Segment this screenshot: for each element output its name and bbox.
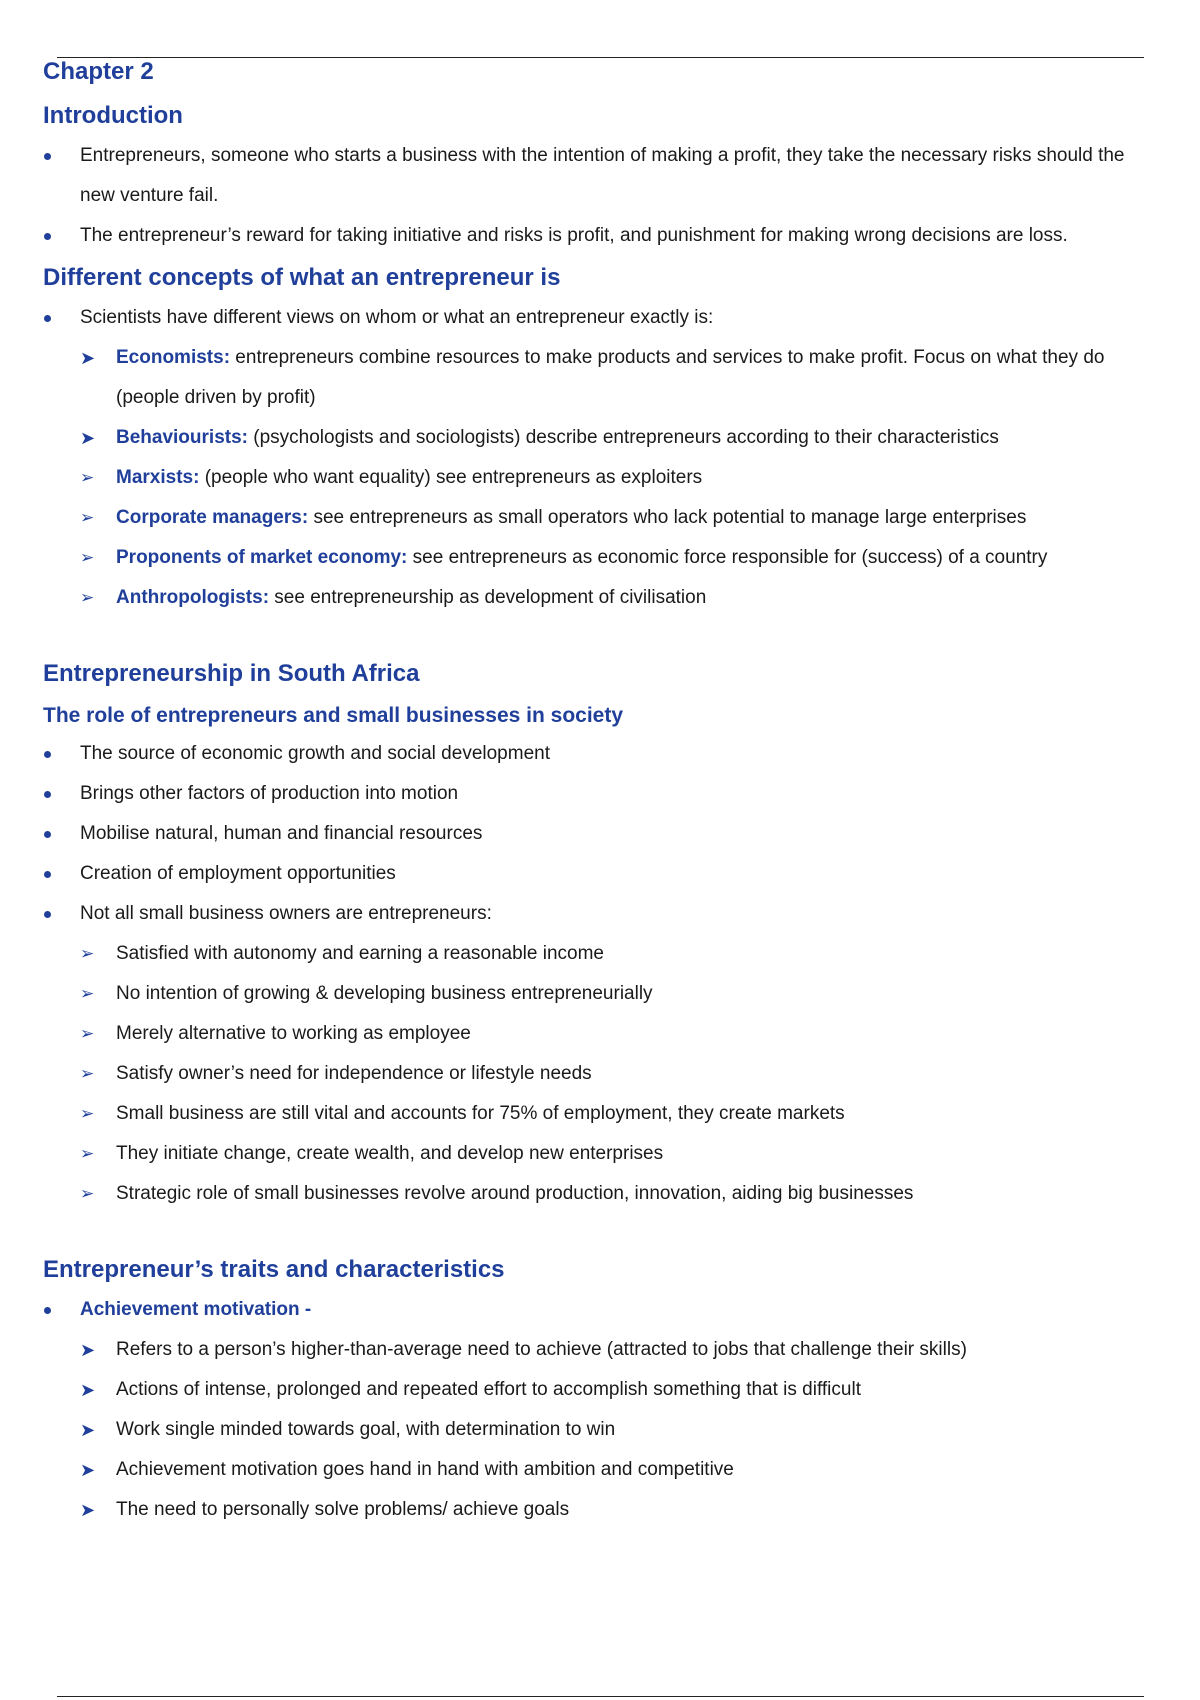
concept-item: ➢ Corporate managers: see entrepreneurs as small operators who lack potential to manage large enterprises <box>43 498 1153 538</box>
sa-list <box>43 734 1153 1214</box>
concept-item: ➤ Economists: entrepreneurs combine resources to make products and services to make profit. Focus on what they do (people driven by profit) <box>43 338 1153 418</box>
concepts-list <box>43 298 1153 618</box>
arrow-bullet-icon: ➢ <box>80 548 95 567</box>
arrow-bullet-icon: ➢ <box>80 944 95 963</box>
sa-subitem: ➢ They initiate change, create wealth, and develop new enterprises <box>43 1134 1153 1174</box>
arrow-bullet-icon: ➢ <box>80 1024 95 1043</box>
arrow-bullet-icon: ➢ <box>80 508 95 527</box>
arrow-bullet-icon: ➢ <box>80 1104 95 1123</box>
concept-item: ➢ Anthropologists: see entrepreneurship as development of civilisation <box>43 578 1153 618</box>
sa-bullet: Mobilise natural, human and financial resources <box>43 814 1153 854</box>
concept-item: ➢ Marxists: (people who want equality) see entrepreneurs as exploiters <box>43 458 1153 498</box>
sa-bullet: Not all small business owners are entrepreneurs: <box>43 894 1153 934</box>
intro-bullet-1: Entrepreneurs, someone who starts a business with the intention of making a profit, they take the necessary risks should the new venture fail. <box>43 136 1153 216</box>
arrow-bullet-icon: ➢ <box>80 984 95 1003</box>
intro-list <box>43 136 1153 256</box>
sa-subitem: ➢ Strategic role of small businesses revolve around production, innovation, aiding big businesses <box>43 1174 1153 1214</box>
arrow-bullet-icon: ➢ <box>80 468 95 487</box>
arrow-bullet-icon: ➤ <box>80 1500 96 1520</box>
sa-subitem: ➢ Satisfied with autonomy and earning a reasonable income <box>43 934 1153 974</box>
arrow-bullet-icon: ➤ <box>80 1460 96 1480</box>
sa-subitem: ➢ Satisfy owner’s need for independence or lifestyle needs <box>43 1054 1153 1094</box>
heading-south-africa: Entrepreneurship in South Africa <box>43 660 420 687</box>
heading-introduction: Introduction <box>43 102 183 129</box>
arrow-bullet-icon: ➢ <box>80 1064 95 1083</box>
arrow-bullet-icon: ➢ <box>80 588 95 607</box>
sa-bullet: Brings other factors of production into motion <box>43 774 1153 814</box>
traits-list <box>43 1290 1153 1530</box>
sa-subitem: ➢ Merely alternative to working as employee <box>43 1014 1153 1054</box>
subheading-role: The role of entrepreneurs and small businesses in society <box>43 704 624 727</box>
arrow-bullet-icon: ➤ <box>80 428 96 448</box>
concepts-bullet: Scientists have different views on whom or what an entrepreneur exactly is: <box>43 298 1153 338</box>
trait-item: ➤ Actions of intense, prolonged and repeated effort to accomplish something that is difficult <box>43 1370 1153 1410</box>
trait-item: ➤ Refers to a person’s higher-than-average need to achieve (attracted to jobs that challenge their skills) <box>43 1330 1153 1370</box>
concept-item: ➢ Proponents of market economy: see entrepreneurs as economic force responsible for (success) of a country <box>43 538 1153 578</box>
spacer <box>43 1214 1153 1250</box>
trait-item: ➤ The need to personally solve problems/ achieve goals <box>43 1490 1153 1530</box>
trait-item: ➤ Achievement motivation goes hand in hand with ambition and competitive <box>43 1450 1153 1490</box>
concept-item: ➤ Behaviourists: (psychologists and sociologists) describe entrepreneurs according to their characteristics <box>43 418 1153 458</box>
footer-rule <box>57 1696 1144 1697</box>
chapter-title: Chapter 2 <box>43 58 154 85</box>
heading-concepts: Different concepts of what an entrepreneur is <box>43 264 561 291</box>
sa-bullet: The source of economic growth and social development <box>43 734 1153 774</box>
sa-subitem: ➢ Small business are still vital and accounts for 75% of employment, they create markets <box>43 1094 1153 1134</box>
arrow-bullet-icon: ➤ <box>80 1380 96 1400</box>
arrow-bullet-icon: ➤ <box>80 1420 96 1440</box>
heading-traits: Entrepreneur’s traits and characteristics <box>43 1256 505 1283</box>
document-body <box>43 52 1153 1530</box>
traits-bullet: Achievement motivation - <box>43 1290 1153 1330</box>
arrow-bullet-icon: ➢ <box>80 1144 95 1163</box>
arrow-bullet-icon: ➤ <box>80 348 96 368</box>
trait-item: ➤ Work single minded towards goal, with determination to win <box>43 1410 1153 1450</box>
arrow-bullet-icon: ➢ <box>80 1184 95 1203</box>
spacer <box>43 618 1153 654</box>
sa-bullet: Creation of employment opportunities <box>43 854 1153 894</box>
sa-subitem: ➢ No intention of growing & developing business entrepreneurially <box>43 974 1153 1014</box>
intro-bullet-2: The entrepreneur’s reward for taking initiative and risks is profit, and punishment for making wrong decisions are loss. <box>43 216 1153 256</box>
arrow-bullet-icon: ➤ <box>80 1340 96 1360</box>
